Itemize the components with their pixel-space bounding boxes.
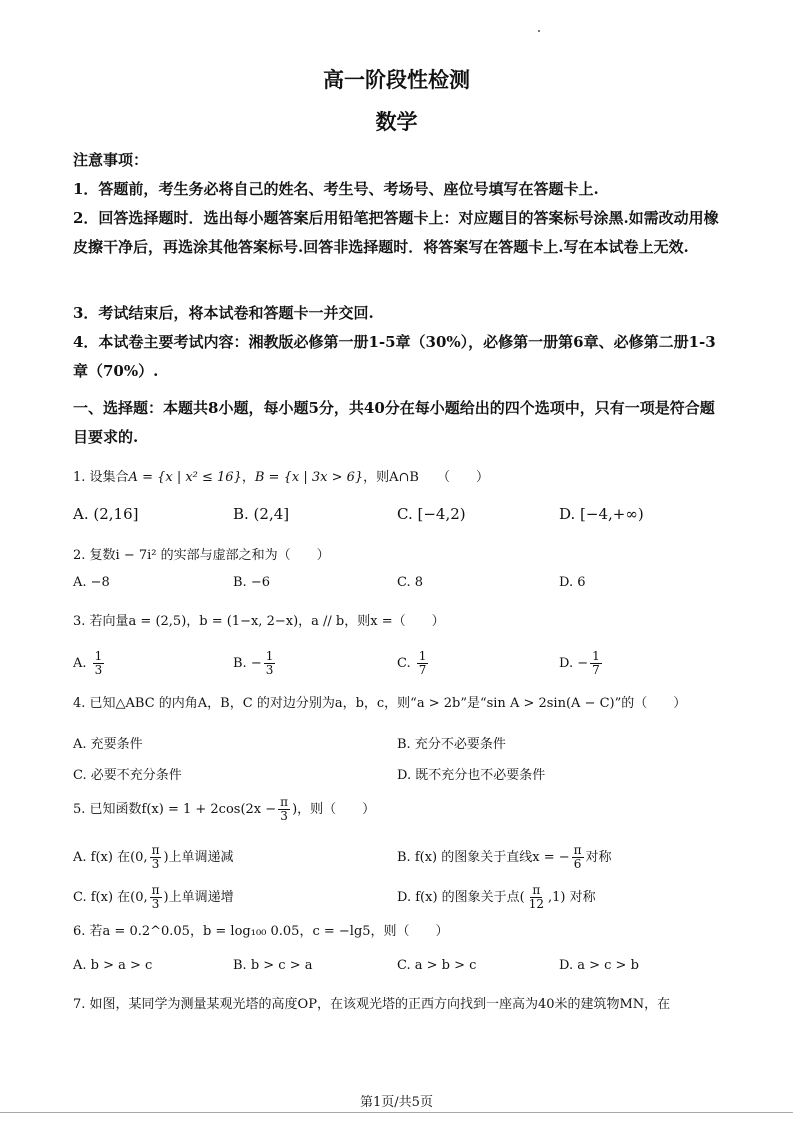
question-1-stem: 1. 设集合A = {x | x² ≤ 16}，B = {x | 3x > 6}，则A∩B （ ）	[73, 470, 489, 485]
question-5-stem: 5. 已知函数f(x) = 1 + 2cos(2x − $\frac{\pi}{3}$ )，则（ ）	[73, 795, 376, 823]
q1-option-a: A. (2,16]	[73, 505, 139, 523]
fraction: $\frac{1}{3}$	[265, 649, 274, 677]
q1-option-b: B. (2,4]	[233, 505, 290, 523]
q4-option-b: B. 充分不必要条件	[397, 737, 506, 752]
q3-option-c: C. $\frac{1}{7}$	[397, 649, 427, 677]
fraction: $\frac{\pi}{6}$	[573, 843, 582, 871]
fraction: $\frac{\pi}{3}$	[151, 843, 160, 871]
exam-subject: 数学	[375, 109, 418, 134]
question-7-stem: 7. 如图，某同学为测量某观光塔的高度OP，在该观光塔的正西方向找到一座高为40米的建筑物MN，在	[73, 997, 671, 1012]
q6-option-c: C. a > b > c	[397, 958, 477, 973]
q5-option-b: B. f(x) 的图象关于直线x = − $\frac{\pi}{6}$ 对称	[397, 843, 612, 871]
fraction: $\frac{1}{7}$	[418, 649, 427, 677]
q3-option-b: B. − $\frac{1}{3}$	[233, 649, 274, 677]
q4-option-c: C. 必要不充分条件	[73, 768, 182, 783]
fraction: $\frac{\pi}{3}$	[280, 795, 289, 823]
notice-item-1: 1．答题前，考生务必将自己的姓名、考生号、考场号、座位号填写在答题卡上.	[73, 180, 599, 198]
question-6-stem: 6. 若a = 0.2^0.05，b = log₁₀₀ 0.05，c = −lg5，则（ ）	[73, 924, 449, 939]
q6-option-a: A. b > a > c	[73, 958, 153, 973]
notice-item-2: 2．回答选择题时．选出每小题答案后用铅笔把答题卡上：对应题目的答案标号涂黑.如需改动用橡皮擦干净后，再选涂其他答案标号.回答非选择题时．将答案写在答题卡上.写在本试卷上无效.	[73, 209, 719, 256]
speck-mark	[538, 30, 540, 32]
q5-option-c: C. f(x) 在(0, $\frac{\pi}{3}$ )上单调递增	[73, 883, 234, 911]
q3-option-a: A. $\frac{1}{3}$	[73, 649, 103, 677]
notice-heading: 注意事项：	[73, 151, 149, 169]
fraction: $\frac{\pi}{12}$	[528, 883, 544, 911]
q2-option-d: D. 6	[559, 575, 586, 590]
q4-option-a: A. 充要条件	[73, 737, 143, 752]
notice-item-3: 3．考试结束后，将本试卷和答题卡一并交回.	[73, 304, 374, 322]
fraction: $\frac{1}{7}$	[592, 649, 600, 677]
q4-option-d: D. 既不充分也不必要条件	[397, 768, 546, 783]
page-number: 第1页/共5页	[360, 1095, 433, 1110]
q6-option-d: D. a > c > b	[559, 958, 639, 973]
question-2-stem: 2. 复数i − 7i² 的实部与虚部之和为（ ）	[73, 548, 330, 563]
fraction: $\frac{1}{3}$	[94, 649, 103, 677]
exam-title: 高一阶段性检测	[323, 67, 470, 92]
notice-item-4: 4．本试卷主要考试内容：湘教版必修第一册1-5章（30%），必修第一册第6章、必修第二册1-3章（70%）.	[73, 333, 716, 380]
q2-option-b: B. −6	[233, 575, 270, 590]
q6-option-b: B. b > c > a	[233, 958, 313, 973]
fraction: $\frac{\pi}{3}$	[151, 883, 160, 911]
q2-option-a: A. −8	[73, 575, 110, 590]
q2-option-c: C. 8	[397, 575, 424, 590]
section-1-heading: 一、选择题：本题共8小题，每小题5分，共40分在每小题给出的四个选项中，只有一项是符合题目要求的.	[73, 399, 715, 446]
q5-option-d: D. f(x) 的图象关于点( $\frac{\pi}{12}$ ,1) 对称	[397, 883, 596, 911]
q3-option-d: D. − $\frac{1}{7}$	[559, 649, 600, 677]
question-3-stem: 3. 若向量a = (2,5)，b = (1−x, 2−x)，a // b，则x =（ ）	[73, 614, 445, 629]
q1-option-c: C. [−4,2)	[397, 505, 466, 523]
q5-option-a: A. f(x) 在(0, $\frac{\pi}{3}$ )上单调递减	[73, 843, 234, 871]
footer-divider	[0, 1112, 793, 1113]
question-4-stem: 4. 已知△ABC 的内角A，B，C 的对边分别为a，b，c，则“a > 2b”是“sin A > 2sin(A − C)”的（ ）	[73, 696, 687, 711]
q1-option-d: D. [−4,+∞)	[559, 505, 644, 523]
